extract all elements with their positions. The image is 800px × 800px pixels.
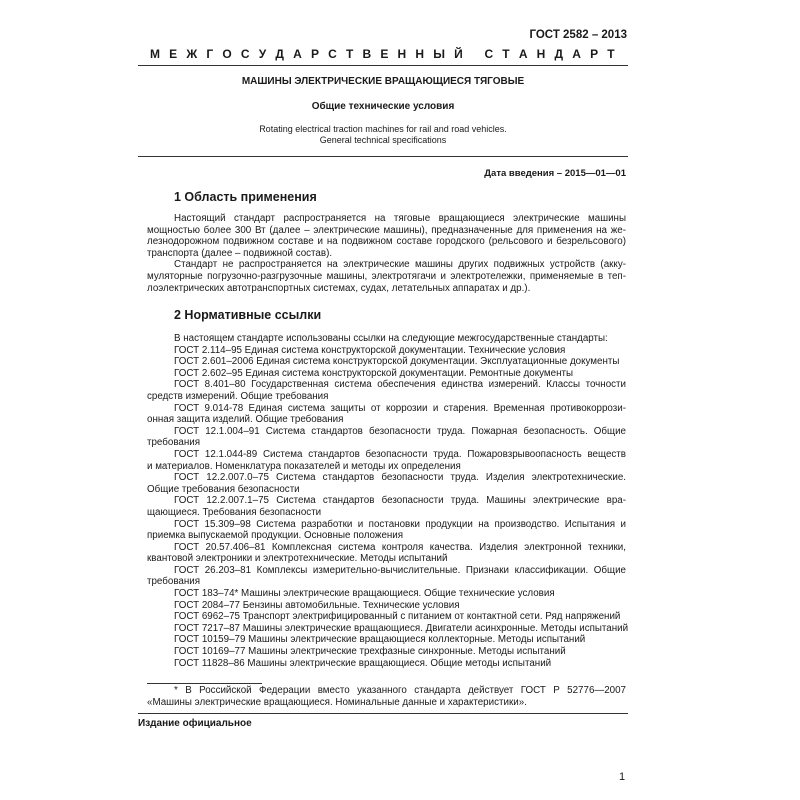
section1-line: лоэлектрических автотранспортных системах, судах, летательных аппаратах и др.). bbox=[147, 282, 531, 294]
reference-line: требования bbox=[147, 576, 201, 588]
banner-letter: Е bbox=[169, 47, 178, 61]
reference-line: ГОСТ 12.2.007.1–75 Система стандартов безопасности труда. Машины электрические вра- bbox=[174, 495, 626, 507]
footnote-line: «Машины электрические вращающиеся. Номинальные данные и характеристики». bbox=[147, 696, 527, 708]
reference-line: приемка выпускаемой продукции. Основные положения bbox=[147, 530, 404, 542]
banner-letter: М bbox=[150, 47, 160, 61]
section1-line: муляторные погрузочно-разгрузочные машины, электротягачи и электротележки, применяемые в теп- bbox=[147, 270, 626, 282]
document-subtitle: Общие технические условия bbox=[311, 101, 455, 112]
banner-letter: Г bbox=[206, 47, 214, 61]
banner-letter: А bbox=[293, 47, 302, 61]
reference-line: В настоящем стандарте использованы ссылки на следующие межгосударственные стандарты: bbox=[174, 333, 608, 344]
reference-line: Общие требования безопасности bbox=[147, 483, 300, 495]
banner-letter: А bbox=[518, 47, 528, 61]
page-number: 1 bbox=[619, 771, 626, 783]
reference-line: ГОСТ 2084–77 Бензины автомобильные. Технические условия bbox=[174, 599, 460, 611]
reference-line: ГОСТ 12.1.004–91 Система стандартов безопасности труда. Пожарная безопасность. Общие bbox=[174, 425, 626, 437]
section1-body bbox=[147, 213, 626, 294]
reference-line: ГОСТ 8.401–80 Государственная система обеспечения единства измерений. Классы точности bbox=[174, 379, 626, 391]
banner-letter: Р bbox=[590, 47, 599, 61]
title-rule bbox=[138, 156, 628, 157]
footer-rule bbox=[138, 713, 628, 714]
reference-line: ГОСТ 20.57.406–81 Комплексная система контроля качества. Изделия электронной техники, bbox=[174, 541, 626, 553]
footnote-line: * В Российской Федерации вместо указанного стандарта действует ГОСТ Р 52776—2007 bbox=[174, 685, 626, 696]
banner-letter: Е bbox=[380, 47, 389, 61]
banner-letter: Д bbox=[554, 47, 564, 61]
reference-line: онная защита изделий. Общие требования bbox=[147, 414, 344, 426]
reference-line: ГОСТ 183–74* Машины электрические вращающиеся. Общие технические условия bbox=[174, 588, 555, 600]
doc-number: ГОСТ 2582 – 2013 bbox=[529, 29, 627, 41]
english-title-line1: Rotating electrical traction machines for rail and road vehicles. bbox=[259, 124, 507, 134]
reference-line: ГОСТ 10159–79 Машины электрические вращающиеся коллекторные. Методы испытаний bbox=[174, 634, 586, 646]
banner-letter: Ы bbox=[433, 47, 445, 61]
banner-space bbox=[472, 47, 475, 61]
reference-line: квантовой электроники и электротехнические. Методы испытаний bbox=[147, 553, 448, 565]
section1-line: лезнодорожном подвижном составе и на подвижном составе городского (рельсового и безрельсового) bbox=[147, 236, 626, 248]
reference-line: ГОСТ 7217–87 Машины электрические вращающиеся. Двигатели асинхронные. Методы испытаний bbox=[174, 622, 629, 634]
reference-line: ГОСТ 10169–77 Машины электрические трехфазные синхронные. Методы испытаний bbox=[174, 646, 566, 658]
reference-line: и материалов. Номенклатура показателей и методы их определения bbox=[147, 460, 461, 472]
reference-line: ГОСТ 2.601–2006 Единая система конструкторской документации. Эксплуатационные документы bbox=[174, 356, 620, 368]
reference-line: ГОСТ 15.309–98 Система разработки и постановки продукции на производство. Испытания и bbox=[174, 518, 626, 530]
banner-letter: Р bbox=[310, 47, 319, 61]
banner-letter: С bbox=[240, 47, 250, 61]
reference-line: ГОСТ 9.014-78 Единая система защиты от коррозии и старения. Временная противокоррози- bbox=[174, 402, 626, 414]
section1-line: транспорта (далее – подвижной состав). bbox=[147, 247, 333, 259]
document-title: МАШИНЫ ЭЛЕКТРИЧЕСКИЕ ВРАЩАЮЩИЕСЯ ТЯГОВЫЕ bbox=[241, 76, 525, 87]
footnote-rule bbox=[147, 683, 262, 684]
top-rule bbox=[138, 65, 628, 66]
section2-heading: 2 Нормативные ссылки bbox=[174, 308, 322, 322]
banner-letter: В bbox=[362, 47, 372, 61]
banner-letter: Т bbox=[607, 47, 615, 61]
banner-letter: Д bbox=[275, 47, 284, 61]
english-title bbox=[138, 124, 628, 146]
reference-line: ГОСТ 2.114–95 Единая система конструкторской документации. Технические условия bbox=[174, 344, 566, 356]
banner-letter: Н bbox=[415, 47, 425, 61]
banner-letter: С bbox=[328, 47, 337, 61]
banner-letter: Т bbox=[502, 47, 510, 61]
standard-type-letters bbox=[150, 47, 615, 61]
reference-line: ГОСТ 12.1.044-89 Система стандартов безопасности труда. Пожаровзрывоопасность веществ bbox=[174, 448, 626, 460]
section1-line: мощностью более 300 Вт (далее – электрические машины), предназначенные для применения на же- bbox=[147, 224, 626, 236]
intro-date: Дата введения – 2015—01—01 bbox=[484, 168, 626, 179]
reference-line: ГОСТ 6962–75 Транспорт электрифицированный с питанием от контактной сети. Ряд напряжений bbox=[174, 611, 621, 623]
edition-label: Издание официальное bbox=[138, 718, 252, 729]
reference-line: ГОСТ 11828–86 Машины электрические вращающиеся. Общие методы испытаний bbox=[174, 657, 552, 669]
section2-body bbox=[147, 333, 629, 669]
reference-line: ГОСТ 2.602–95 Единая система конструкторской документации. Ремонтные документы bbox=[174, 367, 574, 379]
banner-letter: Н bbox=[397, 47, 407, 61]
standard-type-banner bbox=[150, 47, 615, 61]
english-title-line2: General technical specifications bbox=[319, 135, 447, 145]
banner-letter: А bbox=[572, 47, 581, 61]
reference-line: ГОСТ 26.203–81 Комплексы измерительно-вычислительные. Признаки классификации. Общие bbox=[174, 564, 626, 576]
banner-letter: Й bbox=[454, 47, 463, 61]
banner-letter: Ж bbox=[186, 47, 198, 61]
banner-letter: У bbox=[258, 47, 267, 61]
footnote bbox=[147, 685, 626, 708]
reference-line: требования bbox=[147, 437, 201, 449]
banner-letter: Т bbox=[345, 47, 354, 61]
reference-line: ГОСТ 12.2.007.0–75 Система стандартов безопасности труда. Изделия электротехнические. bbox=[174, 472, 626, 484]
section1-line: Настоящий стандарт распространяется на тяговые вращающиеся электрические машины bbox=[174, 213, 626, 224]
banner-letter: С bbox=[484, 47, 494, 61]
banner-letter: Н bbox=[536, 47, 546, 61]
section1-line: Стандарт не распространяется на электрические машины других подвижных устройств (акку- bbox=[174, 259, 626, 271]
section1-heading: 1 Область применения bbox=[174, 190, 317, 204]
reference-line: щающиеся. Требования безопасности bbox=[147, 506, 322, 518]
banner-letter: О bbox=[222, 47, 232, 61]
reference-line: средств измерений. Общие требования bbox=[147, 390, 329, 402]
